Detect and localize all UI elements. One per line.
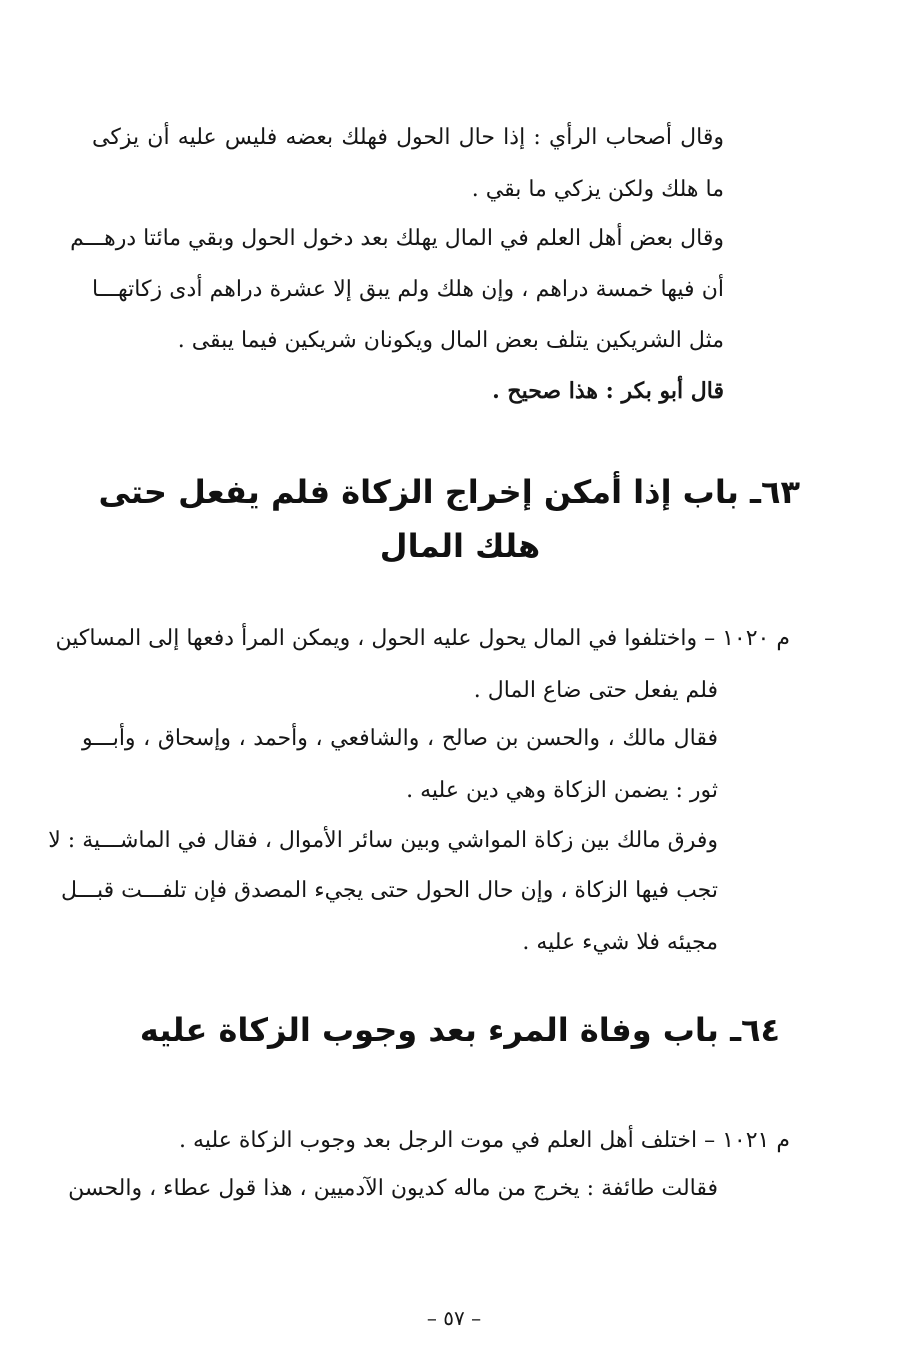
intro-line-6: قال أبو بكر : هذا صحيح . — [492, 378, 724, 404]
section-63-line-3: فقال مالك ، والحسن بن صالح ، والشافعي ، وأحمد ، وإسحاق ، وأبـــو — [82, 726, 718, 751]
section-63-heading-line-2: هلك المال — [379, 527, 541, 565]
section-64-heading: ٦٤ـ باب وفاة المرء بعد وجوب الزكاة عليه — [139, 1011, 781, 1049]
section-63-line-1: م ١٠٢٠ – واختلفوا في المال يحول عليه الحول ، ويمكن المرأ دفعها إلى المساكين — [55, 626, 790, 651]
intro-line-2: ما هلك ولكن يزكي ما بقي . — [471, 177, 724, 202]
intro-line-1: وقال أصحاب الرأي : إذا حال الحول فهلك بعضه فليس عليه أن يزكى — [92, 125, 724, 150]
page-number: – ٥٧ – — [426, 1306, 482, 1330]
section-63-line-4: ثور : يضمن الزكاة وهي دين عليه . — [406, 778, 718, 803]
section-64-line-1: م ١٠٢١ – اختلف أهل العلم في موت الرجل بعد وجوب الزكاة عليه . — [179, 1128, 790, 1153]
section-63-line-7: مجيئه فلا شيء عليه . — [522, 930, 718, 955]
intro-line-4: أن فيها خمسة دراهم ، وإن هلك ولم يبق إلا عشرة دراهم أدى زكاتهـــا — [92, 277, 724, 302]
section-63-line-2: فلم يفعل حتى ضاع المال . — [473, 678, 718, 703]
section-63-line-6: تجب فيها الزكاة ، وإن حال الحول حتى يجيء المصدق فإن تلفـــت قبـــل — [61, 878, 718, 903]
section-63-heading-line-1: ٦٣ـ باب إذا أمكن إخراج الزكاة فلم يفعل حتى — [98, 473, 800, 511]
intro-line-5: مثل الشريكين يتلف بعض المال ويكونان شريكين فيما يبقى . — [177, 328, 724, 353]
section-64-line-2: فقالت طائفة : يخرج من ماله كديون الآدميين ، هذا قول عطاء ، والحسن — [68, 1176, 718, 1201]
section-63-line-5: وفرق مالك بين زكاة المواشي وبين سائر الأموال ، فقال في الماشـــية : لا — [48, 828, 718, 853]
intro-line-3: وقال بعض أهل العلم في المال يهلك بعد دخول الحول وبقي مائتا درهـــم — [70, 226, 724, 251]
